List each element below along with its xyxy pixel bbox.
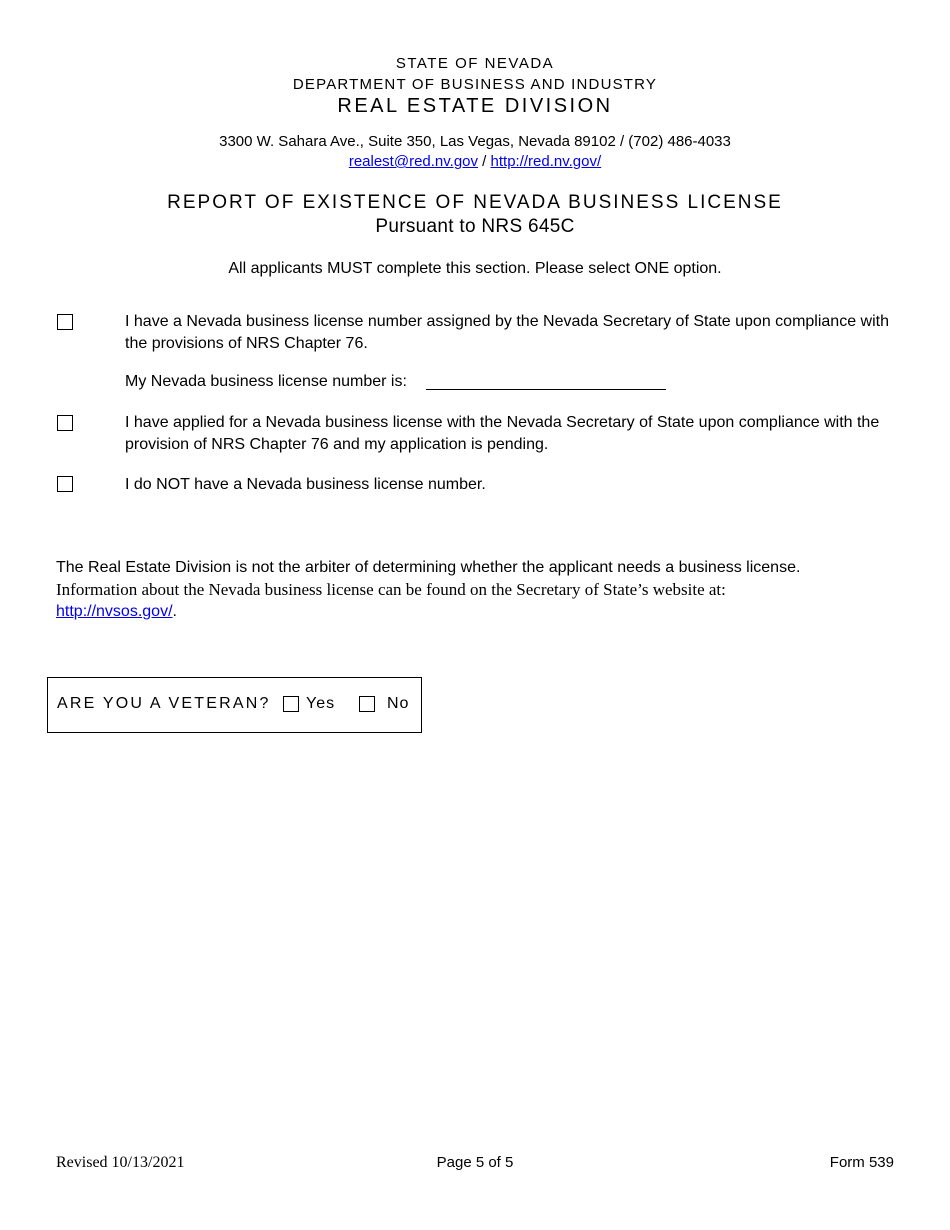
note-line-1: The Real Estate Division is not the arbiter of determining whether the applicant needs a business license.: [56, 559, 801, 576]
veteran-box: [47, 677, 422, 733]
website-link[interactable]: http://red.nv.gov/: [490, 153, 602, 170]
agency-address: 3300 W. Sahara Ave., Suite 350, Las Vegas, Nevada 89102 / (702) 486-4033: [219, 133, 731, 150]
veteran-no-label: No: [387, 695, 410, 712]
revision-date: Revised 10/13/2021: [56, 1154, 185, 1171]
option-no-license-checkbox[interactable]: [57, 476, 73, 492]
form-number: Form 539: [829, 1154, 894, 1171]
veteran-yes-label: Yes: [306, 695, 336, 712]
license-number-label: My Nevada business license number is:: [125, 373, 407, 390]
agency-state: STATE OF NEVADA: [395, 55, 555, 72]
nvsos-link[interactable]: http://nvsos.gov/: [56, 603, 173, 620]
link-separator: /: [478, 153, 491, 170]
note-line-2: Information about the Nevada business license can be found on the Secretary of State’s website at:: [56, 580, 726, 599]
veteran-no-checkbox[interactable]: [359, 696, 375, 712]
business-license-note: [56, 557, 916, 623]
agency-department: DEPARTMENT OF BUSINESS AND INDUSTRY: [292, 76, 658, 93]
option-no-license-text: I do NOT have a Nevada business license number.: [125, 476, 486, 493]
agency-contact-links: [0, 153, 950, 170]
agency-division: REAL ESTATE DIVISION: [337, 95, 613, 117]
form-subtitle: Pursuant to NRS 645C: [375, 216, 575, 237]
option-licensed-checkbox[interactable]: [57, 314, 73, 330]
page-number: Page 5 of 5: [436, 1154, 514, 1171]
option-pending-checkbox[interactable]: [57, 415, 73, 431]
option-licensed-text: I have a Nevada business license number assigned by the Nevada Secretary of State upon compliance with the provisions of NRS Chapter 76.: [125, 313, 889, 352]
option-pending-text: I have applied for a Nevada business license with the Nevada Secretary of State upon compliance with the provision of NRS Chapter 76 and my application is pending.: [125, 414, 880, 453]
note-trailing: .: [172, 603, 177, 620]
veteran-yes-checkbox[interactable]: [283, 696, 299, 712]
form-instruction: All applicants MUST complete this section. Please select ONE option.: [228, 260, 722, 277]
form-title: REPORT OF EXISTENCE OF NEVADA BUSINESS LICENSE: [167, 192, 783, 213]
email-link[interactable]: realest@red.nv.gov: [348, 153, 479, 170]
license-number-field[interactable]: [426, 389, 666, 390]
veteran-question: ARE YOU A VETERAN?: [57, 695, 271, 712]
